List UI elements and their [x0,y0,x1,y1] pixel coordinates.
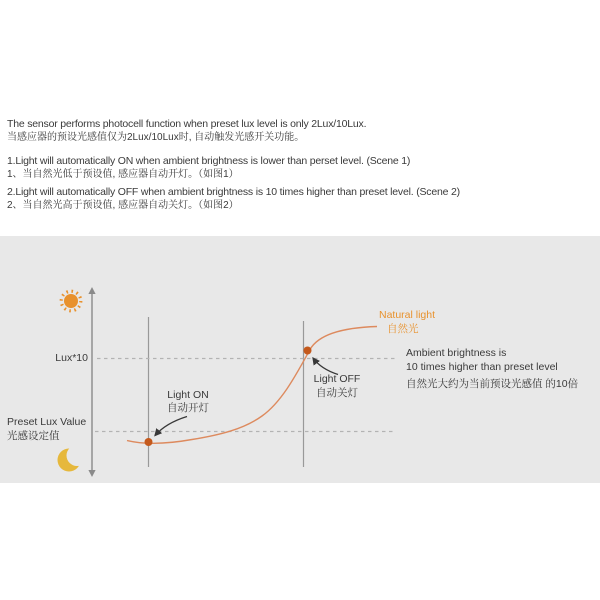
light-on-label-zh: 自动开灯 [167,402,209,414]
scene1-line-zh: 1、当自然光低于预设值, 感应器自动开灯。（如图1） [7,169,239,180]
diagram-band [0,236,600,483]
light-on-label-en: Light ON [167,389,209,401]
scene1-line-en: 1.Light will automatically ON when ambient brightness is lower than perset level. (Scene 1) [7,155,411,167]
light-off-label-en: Light OFF [313,373,361,385]
preset-lux-label-zh: 光感设定值 [7,430,60,442]
natural-light-label-zh: 自然光 [387,323,419,335]
lux10-label: Lux*10 [55,352,88,364]
intro-line-en: The sensor performs photocell function when preset lux level is only 2Lux/10Lux. [7,118,367,130]
scene2-line-zh: 2、当自然光高于预设值, 感应器自动关灯。（如图2） [7,200,239,211]
ambient-note-zh: 自然光大约为当前预设光感值 的10倍 [406,378,579,390]
ambient-note-line2: 10 times higher than preset level [406,361,558,373]
preset-lux-label-en: Preset Lux Value [7,416,87,428]
natural-light-label-en: Natural light [379,309,436,321]
scene2-line-en: 2.Light will automatically OFF when ambient brightness is 10 times higher than preset level. (Scene 2) [7,186,460,198]
ambient-note-line1: Ambient brightness is [406,347,507,359]
light-off-label-zh: 自动关灯 [316,387,358,399]
intro-line-zh: 当感应器的预设光感值仅为2Lux/10Lux时, 自动触发光感开关功能。 [7,132,305,143]
